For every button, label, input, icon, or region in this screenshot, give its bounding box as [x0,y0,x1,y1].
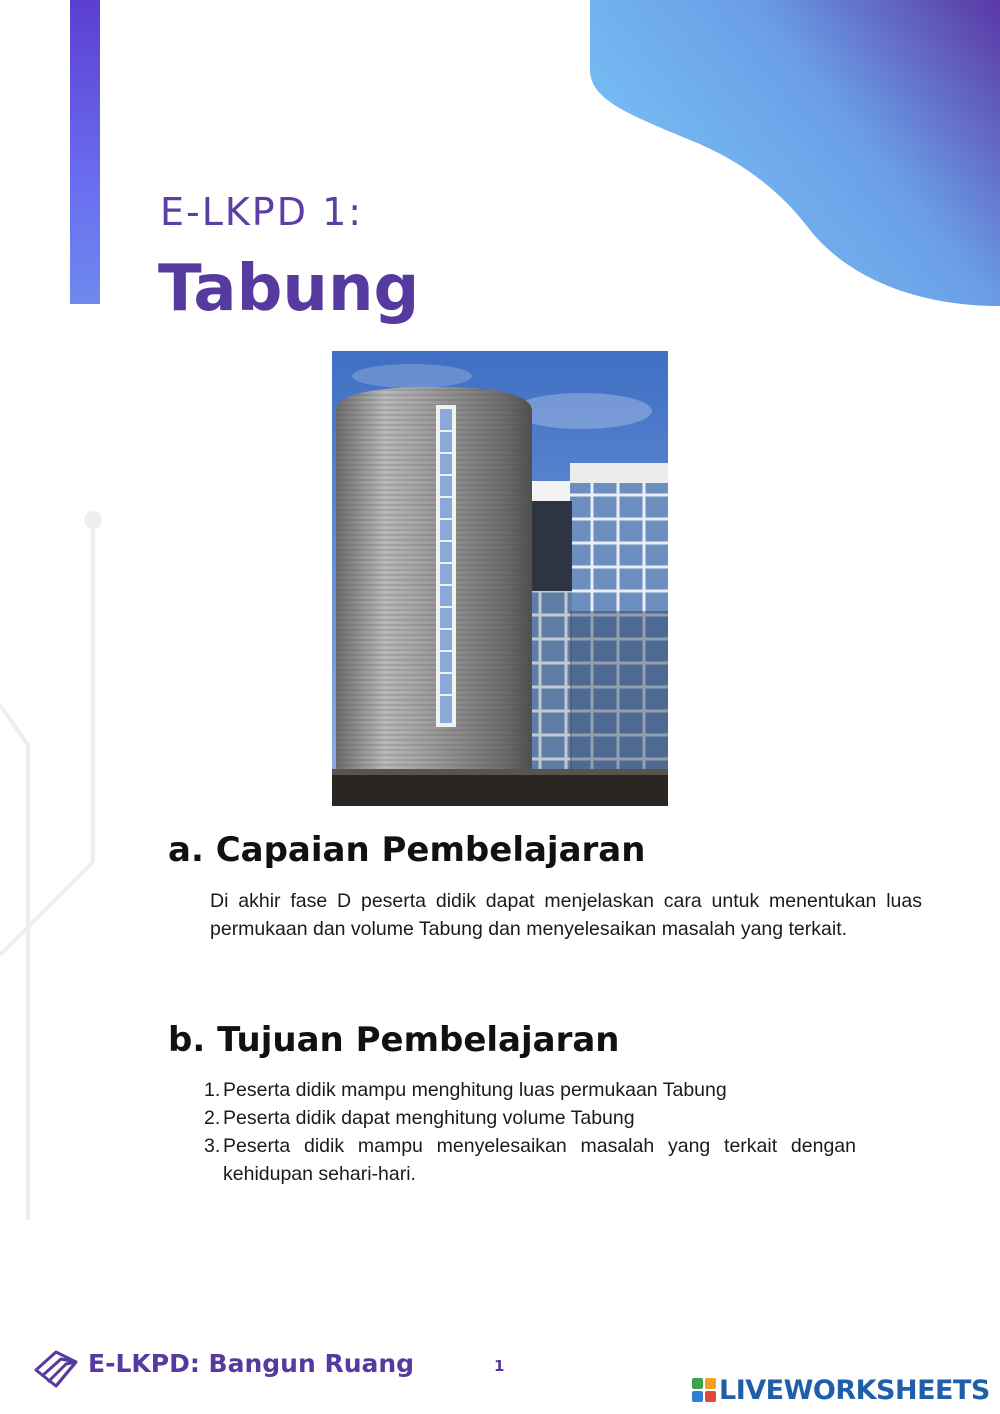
accent-bar [70,0,100,304]
list-item [204,1132,856,1188]
list-item-text: Peserta didik mampu menghitung luas permukaan Tabung [223,1079,727,1101]
list-item [204,1104,856,1132]
list-item-number: 3. [204,1135,221,1157]
worksheet-subtitle: E-LKPD 1: [160,190,364,234]
list-item-number: 1. [204,1079,221,1101]
liveworksheets-logo-icon [692,1378,716,1402]
decorative-circuit-lines [0,500,110,1220]
cylinder-building-photo [332,351,668,806]
cube-logo-icon [33,1346,79,1390]
decorative-blob [590,0,1000,306]
list-item-text: Peserta didik mampu menyelesaikan masalah yang terkait dengan kehidupan sehari-hari. [223,1135,856,1185]
list-item-number: 2. [204,1107,221,1129]
list-item [204,1076,856,1104]
section-heading-tujuan: b. Tujuan Pembelajaran [168,1020,620,1060]
page-title: Tabung [158,252,420,326]
section-heading-capaian: a. Capaian Pembelajaran [168,830,646,870]
watermark-text: LIVEWORKSHEETS [719,1374,990,1406]
tujuan-list [204,1076,856,1188]
list-item-text: Peserta didik dapat menghitung volume Tabung [223,1107,635,1129]
capaian-paragraph: Di akhir fase D peserta didik dapat menjelaskan cara untuk menentukan luas permukaan dan volume Tabung dan menyelesaikan masalah yang terkait. [210,890,922,940]
footer-title: E-LKPD: Bangun Ruang [88,1349,415,1378]
page-number: 1 [494,1357,505,1375]
liveworksheets-watermark[interactable] [692,1375,990,1405]
